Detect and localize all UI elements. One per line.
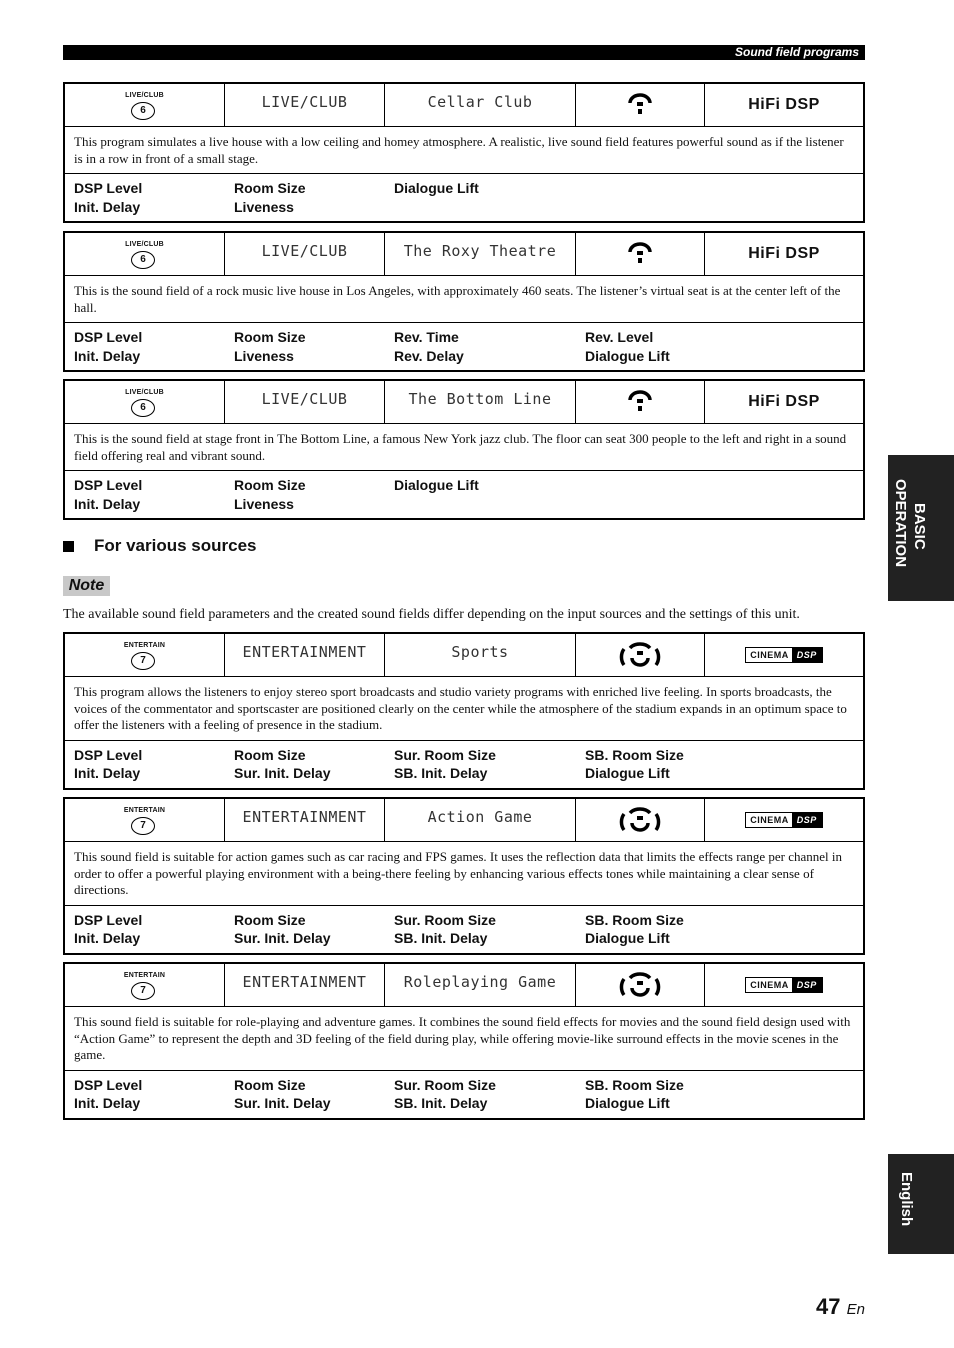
entertain-button-icon: 7 [131,652,155,670]
cinema-dsp-surround-icon [615,969,665,1001]
param: Init. Delay [74,930,141,946]
param: Liveness [234,495,294,512]
param: Rev. Level [585,329,654,345]
param: Sur. Init. Delay [234,1095,331,1111]
param: Init. Delay [74,765,141,781]
program-table-cellar-club [63,82,865,223]
category-display: LIVE/CLUB [261,93,348,111]
param: DSP Level [74,746,143,763]
cinema-dsp-surround-icon [615,804,665,836]
param: Liveness [234,198,294,215]
param: Sur. Room Size [394,1076,496,1093]
category-display: LIVE/CLUB [261,390,348,408]
page-number-suffix: En [846,1301,865,1318]
param: DSP Level [74,911,143,928]
param: Dialogue Lift [394,477,479,493]
live-club-button-icon: 6 [131,251,155,269]
side-tab-basic: BASIC [911,503,928,550]
side-tab-basic-operation[interactable] [888,455,954,601]
param [585,476,863,495]
cinema-dsp-badge [745,647,823,663]
param: Sur. Init. Delay [234,765,331,781]
input-button-cell [65,233,225,275]
section-heading [63,536,257,556]
parameter-list [65,906,863,953]
section-title: Sound field programs [734,45,859,59]
entertain-button-icon: 7 [131,982,155,1000]
param: SB. Room Size [585,746,684,763]
button-label: LIVE/CLUB [125,92,164,99]
param: Init. Delay [74,347,141,364]
side-tab-english[interactable] [888,1154,954,1254]
param: Dialogue Lift [585,347,670,364]
hifi-dsp-badge: HiFi DSP [748,393,820,410]
param: SB. Init. Delay [394,765,488,781]
input-button-cell [65,381,225,423]
parameter-list [65,1071,863,1118]
program-description: This program simulates a live house with a low ceiling and homey atmosphere. A realistic, live sound field features powerful sound as if the listener is in a row in front of a small stage. [65,127,863,174]
param: DSP Level [74,477,143,493]
param [394,198,585,217]
program-table-roleplaying-game [63,962,865,1120]
input-button-cell [65,964,225,1006]
parameter-list [65,323,863,370]
program-description: This is the sound field at stage front in The Bottom Line, a famous New York jazz club. The floor can seat 300 people to the left and right in a sound field offering real and vibrant sound. [65,424,863,471]
program-table-bottom-line [63,379,865,520]
program-name-display: The Roxy Theatre [403,242,557,260]
entertain-button-icon: 7 [131,817,155,835]
button-label: LIVE/CLUB [125,241,164,248]
param: Sur. Init. Delay [234,930,331,946]
param: Room Size [234,911,306,928]
program-table-sports [63,632,865,790]
param: Rev. Time [394,329,459,345]
input-button-cell [65,799,225,841]
button-label: ENTERTAIN [123,807,166,814]
input-button-cell [65,84,225,126]
param: SB. Room Size [585,911,684,928]
category-display: LIVE/CLUB [261,242,348,260]
param: Init. Delay [74,495,141,512]
param: Init. Delay [74,1095,141,1111]
program-name-display: Sports [451,643,509,661]
param: Init. Delay [74,198,141,215]
live-club-button-icon: 6 [131,102,155,120]
hifi-dsp-speaker-icon [627,389,653,415]
live-club-button-icon: 6 [131,399,155,417]
param [585,495,863,514]
section-header-bar [63,45,865,60]
program-name-display: Roleplaying Game [403,973,557,991]
param: Dialogue Lift [585,930,670,946]
hifi-dsp-speaker-icon [627,92,653,118]
hifi-dsp-speaker-icon [627,241,653,267]
page-number [816,1294,865,1320]
param: Rev. Delay [394,347,464,364]
parameter-list [65,174,863,221]
dsp-badge-text: DSP [792,648,822,662]
parameter-list [65,471,863,518]
param: DSP Level [74,1076,143,1093]
button-label: ENTERTAIN [123,642,166,649]
param: Dialogue Lift [394,180,479,196]
cinema-dsp-surround-icon [615,639,665,671]
param: Dialogue Lift [585,765,670,781]
dsp-badge-text: DSP [792,813,822,827]
param: DSP Level [74,329,143,345]
side-tab-language: English [898,1172,915,1227]
program-description: This is the sound field of a rock music live house in Los Angeles, with approximately 460 seats. The listener’s virtual seat is at the center left of the hall. [65,276,863,323]
hifi-dsp-badge: HiFi DSP [748,96,820,113]
parameter-list [65,741,863,788]
program-name-display: Action Game [427,808,533,826]
program-description: This sound field is suitable for action games such as car racing and FPS games. It uses the reflection data that limits the effects range per channel in order to offer a powerful playing environment with a being-there feeling by enhancing various effects tones while maintaining a clear sense of directions. [65,842,863,906]
param: DSP Level [74,180,143,196]
param [394,495,585,514]
button-label: LIVE/CLUB [125,389,164,396]
button-label: ENTERTAIN [123,972,166,979]
cinema-badge-text: CINEMA [750,980,789,990]
note-label: Note [63,576,110,596]
side-tab-operation: OPERATION [892,479,909,568]
param: Room Size [234,180,306,196]
dsp-badge-text: DSP [792,978,822,992]
section-heading-text: For various sources [94,536,257,555]
page-number-value: 47 [816,1294,841,1319]
category-display: ENTERTAINMENT [242,808,367,826]
cinema-badge-text: CINEMA [750,650,789,660]
param: Sur. Room Size [394,746,496,763]
cinema-badge-text: CINEMA [750,815,789,825]
param: Room Size [234,746,306,763]
note-text: The available sound field parameters and the created sound fields differ depending on the input sources and the settings of this unit. [63,607,800,622]
param [585,198,863,217]
param: Sur. Room Size [394,911,496,928]
param: Dialogue Lift [585,1095,670,1111]
param: SB. Init. Delay [394,1095,488,1111]
program-table-roxy-theatre [63,231,865,372]
program-description: This program allows the listeners to enjoy stereo sport broadcasts and studio variety programs with enriched live feeling. In sports broadcasts, the voices of the commentator and sportscaster are positioned clearly on the center while the atmosphere of the stadium expands in an optimum space to offer the listeners with a feeling of presence in the stadium. [65,677,863,741]
param: Liveness [234,347,294,364]
param: Room Size [234,329,306,345]
param [585,179,863,198]
program-table-action-game [63,797,865,955]
program-name-display: The Bottom Line [408,390,552,408]
cinema-dsp-badge [745,812,823,828]
param: SB. Init. Delay [394,930,488,946]
param: Room Size [234,477,306,493]
category-display: ENTERTAINMENT [242,643,367,661]
bullet-square-icon [63,541,74,552]
param: Room Size [234,1076,306,1093]
cinema-dsp-badge [745,977,823,993]
program-name-display: Cellar Club [427,93,533,111]
hifi-dsp-badge: HiFi DSP [748,245,820,262]
program-description: This sound field is suitable for role-playing and adventure games. It combines the sound field effects for movies and the sound field design used with “Action Game” to represent the depth and 3D feeling of the field during play, while offering movie-like surround effects in the movie scenes in the game. [65,1007,863,1071]
category-display: ENTERTAINMENT [242,973,367,991]
param: SB. Room Size [585,1076,684,1093]
input-button-cell [65,634,225,676]
